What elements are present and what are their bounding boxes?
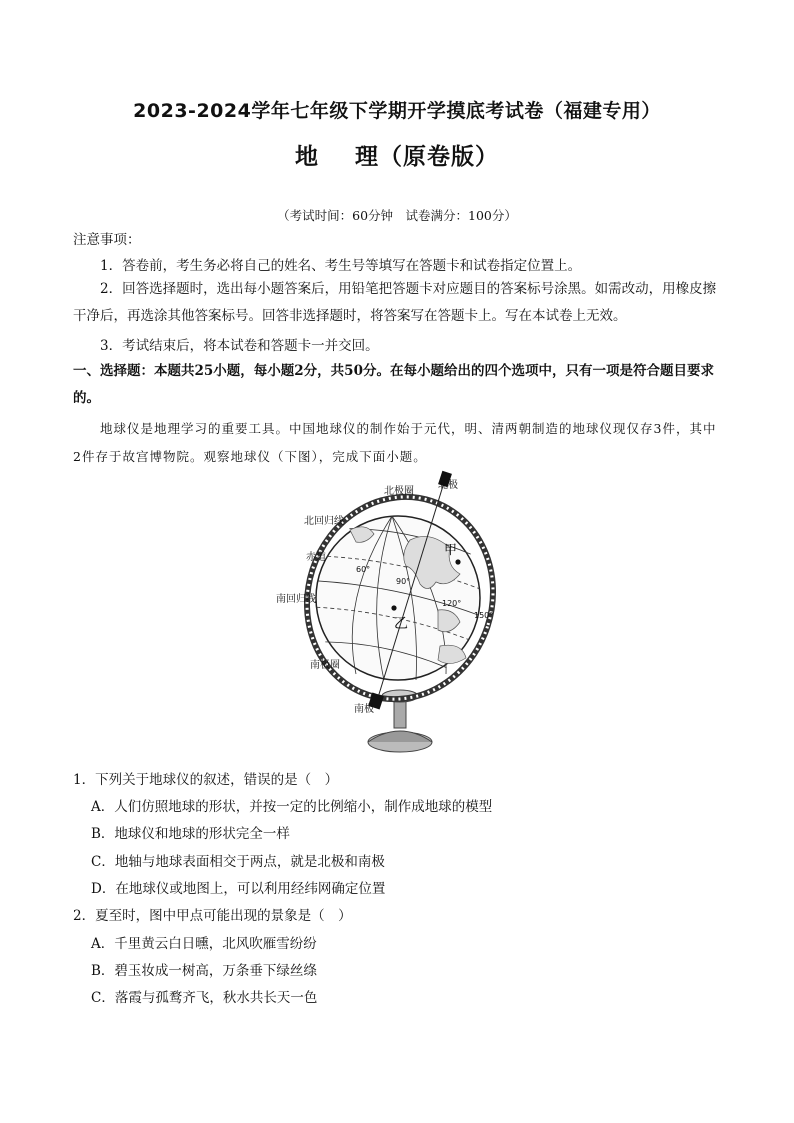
exam-subtitle: [0, 138, 794, 171]
question-1-stem: 1．下列关于地球仪的叙述，错误的是（ ）: [73, 772, 339, 788]
question-1-option-d: D．在地球仪或地图上，可以利用经纬网确定位置: [91, 881, 386, 897]
exam-title: 2023-2024学年七年级下学期开学摸底考试卷（福建专用）: [133, 100, 661, 122]
label-deg-150: 150°: [474, 611, 494, 620]
label-equator: 赤道: [306, 552, 326, 563]
note-item: 1．答卷前，考生务必将自己的姓名、考生号等填写在答题卡和试卷指定位置上。: [100, 258, 582, 274]
label-south-pole: 南极: [354, 704, 374, 715]
question-2-option-b: B．碧玉妆成一树高，万条垂下绿丝绦: [91, 963, 317, 979]
question-1-option-c: C．地轴与地球表面相交于两点，就是北极和南极: [91, 854, 385, 870]
question-2-option-c: C．落霞与孤鹜齐飞，秋水共长天一色: [91, 990, 318, 1006]
question-2-option-a: A．千里黄云白日曛，北风吹雁雪纷纷: [91, 936, 317, 952]
globe-figure: [270, 470, 532, 760]
label-tropic-capricorn: 南回归线: [276, 594, 316, 605]
label-antarctic-circle: 南极圈: [310, 660, 340, 671]
note-item: 3．考试结束后，将本试卷和答题卡一并交回。: [100, 338, 379, 354]
section-heading: 一、选择题：本题共25小题，每小题2分，共50分。在每小题给出的四个选项中，只有一项是符合题目要求的。: [73, 363, 714, 406]
label-deg-90: 90°: [396, 577, 411, 586]
subtitle-version: 理（原卷版）: [355, 144, 499, 170]
question-intro: 地球仪是地理学习的重要工具。中国地球仪的制作始于元代，明、清两朝制造的地球仪现仅存3件，其中2件存于故宫博物院。观察地球仪（下图），完成下面小题。: [73, 421, 717, 464]
subtitle-subject: 地: [295, 144, 319, 170]
label-point-jia: 甲: [444, 543, 458, 558]
label-arctic-circle: 北极圈: [384, 486, 414, 497]
question-2-stem: 2．夏至时，图中甲点可能出现的景象是（ ）: [73, 908, 352, 924]
globe-illustration: [270, 470, 532, 760]
label-north-pole: 北极: [438, 480, 458, 491]
label-point-yi: 乙: [394, 616, 408, 632]
notes-heading: 注意事项：: [73, 232, 141, 248]
question-1-option-a: A．人们仿照地球的形状，并按一定的比例缩小，制作成地球的模型: [91, 799, 493, 815]
note-item: 2．回答选择题时，选出每小题答案后，用铅笔把答题卡对应题目的答案标号涂黑。如需改动，用橡皮擦干净后，再选涂其他答案标号。回答非选择题时，将答案写在答题卡上。写在本试卷上无效。: [73, 281, 717, 324]
label-tropic-cancer: 北回归线: [304, 516, 344, 527]
question-1-option-b: B．地球仪和地球的形状完全一样: [91, 826, 290, 842]
label-deg-120: 120°: [442, 599, 462, 608]
exam-info: （考试时间：60分钟 试卷满分：100分）: [277, 208, 517, 223]
label-deg-60: 60°: [356, 565, 371, 574]
